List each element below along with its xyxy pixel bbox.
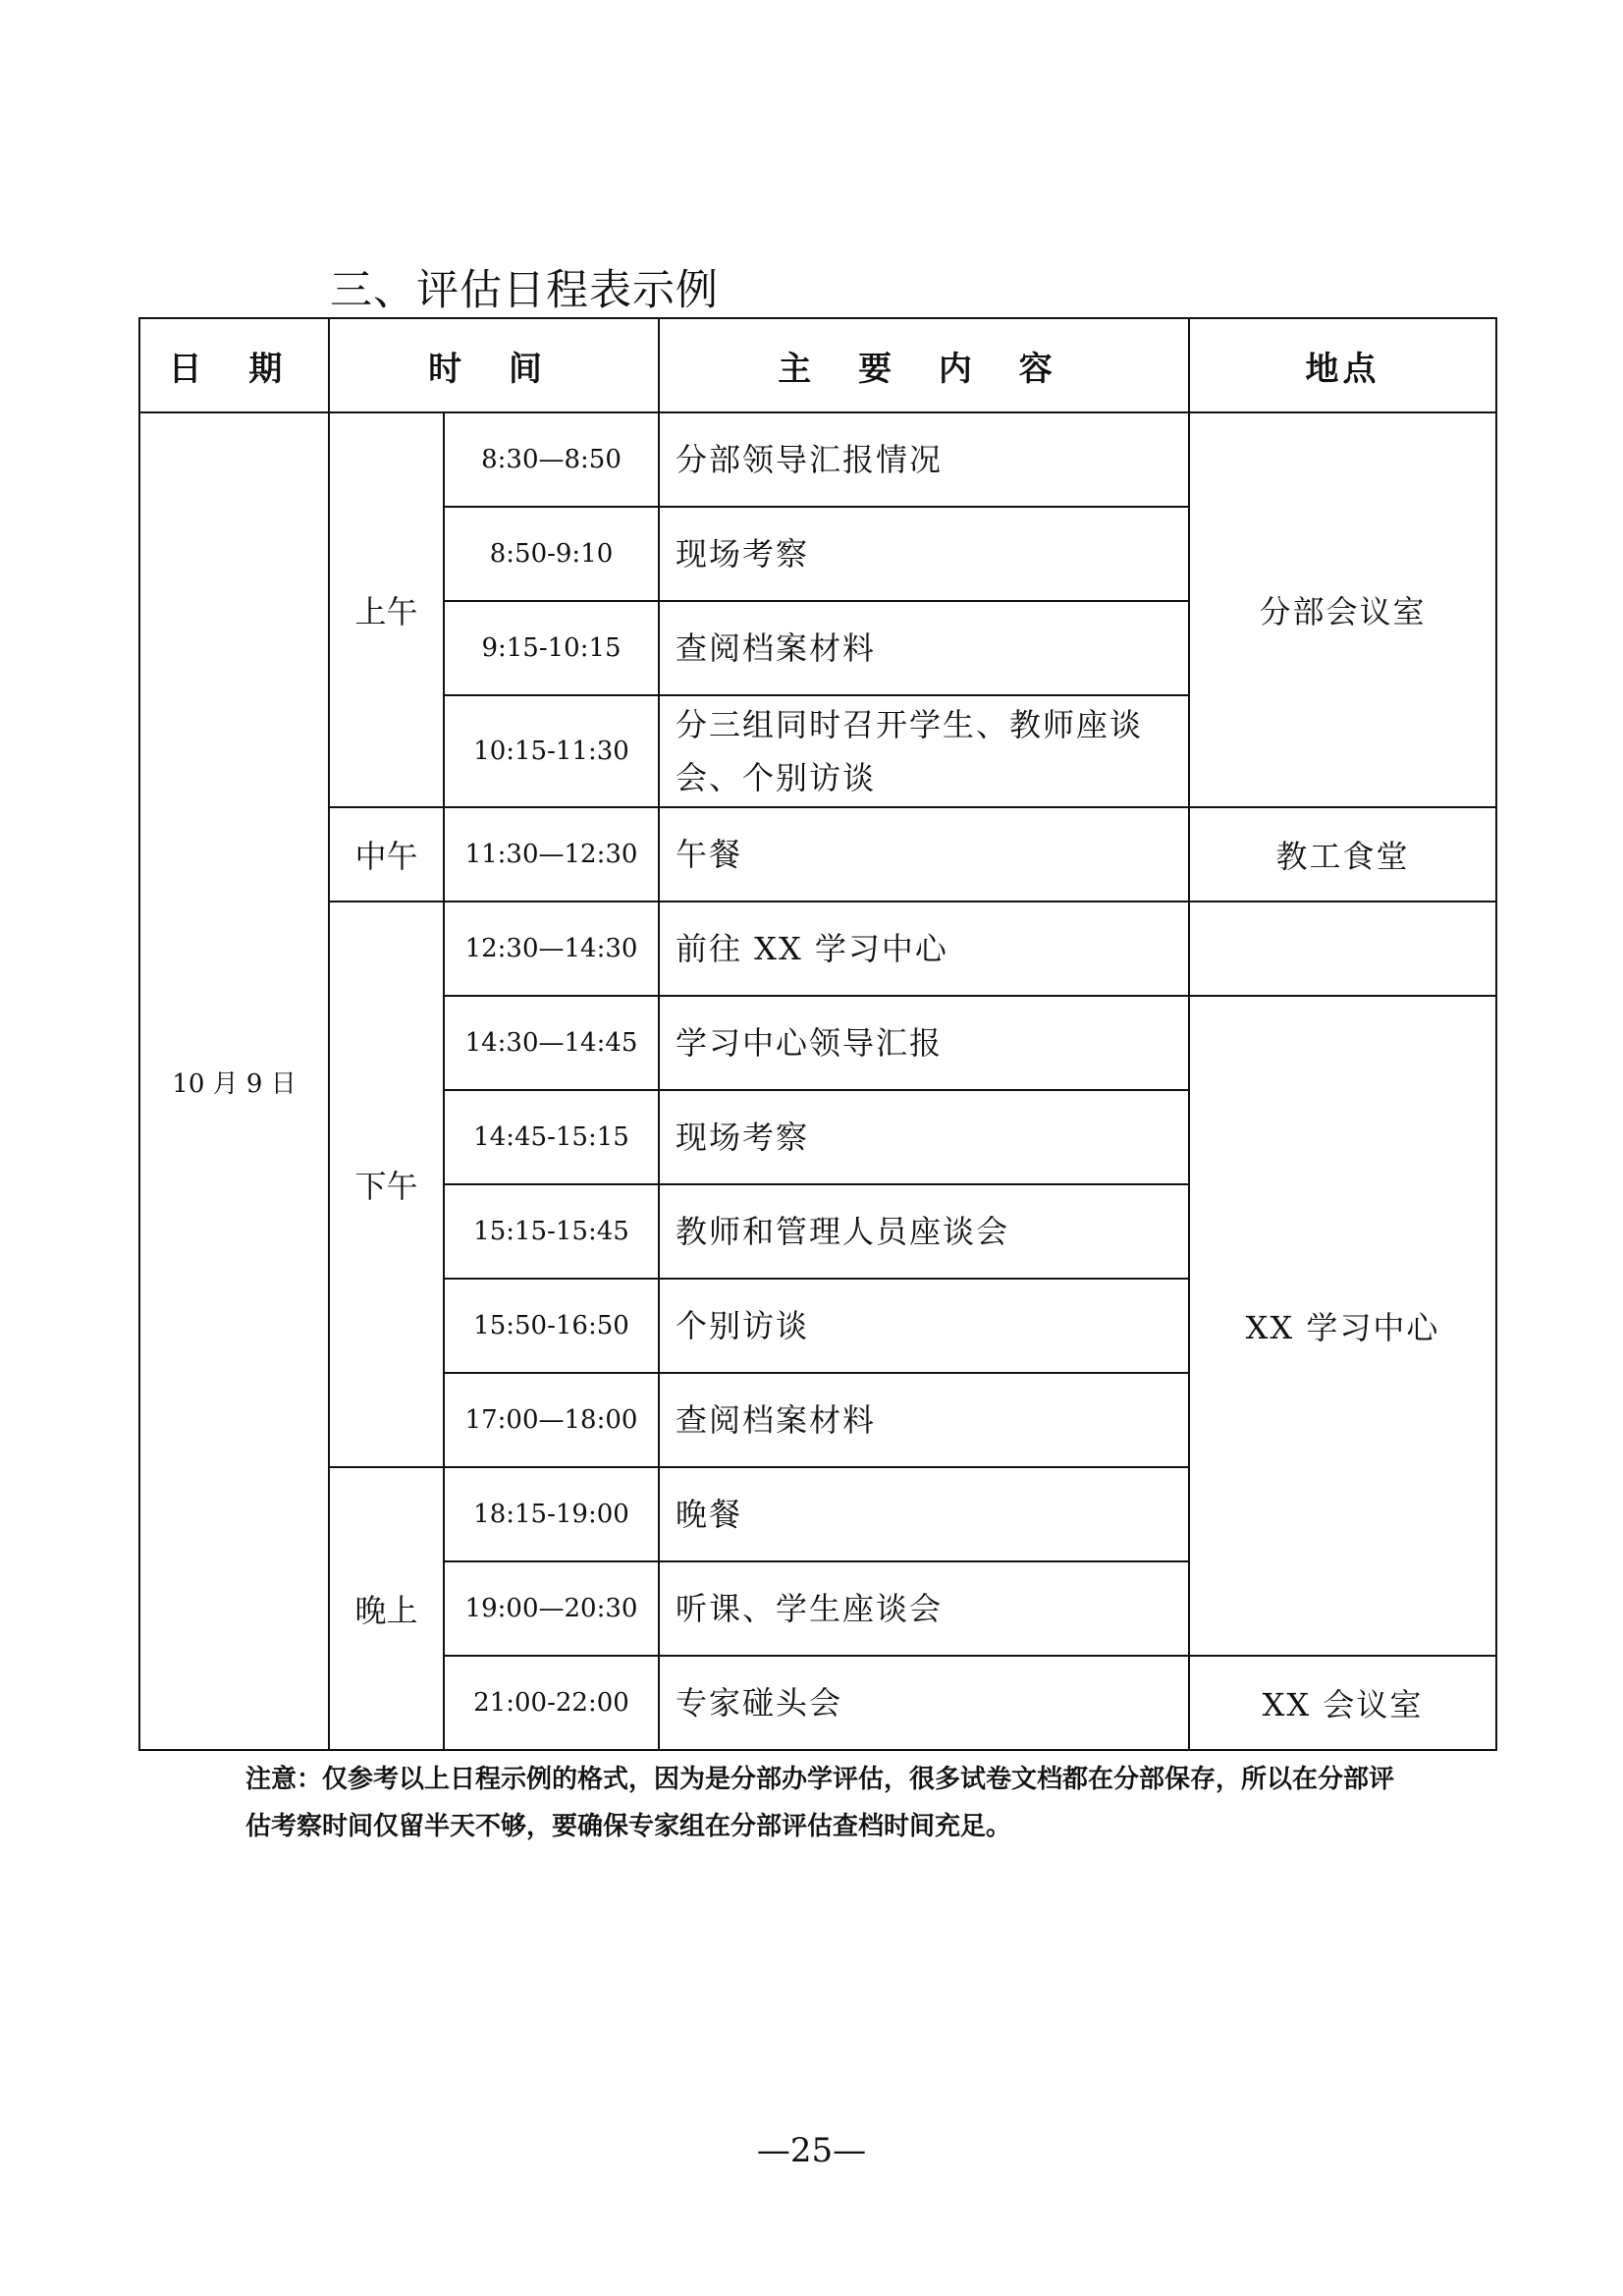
period-morning: 上午 bbox=[329, 412, 444, 807]
note-text: 注意：仅参考以上日程示例的格式，因为是分部办学评估，很多试卷文档都在分部保存，所以在分部评估考察时间仅留半天不够，要确保专家组在分部评估查档时间充足。 bbox=[245, 1765, 1395, 1841]
content-cell: 教师和管理人员座谈会 bbox=[659, 1184, 1189, 1279]
time-cell: 21:00-22:00 bbox=[444, 1656, 659, 1750]
table-row bbox=[139, 807, 1496, 902]
table-header-row bbox=[139, 318, 1496, 412]
time-cell: 18:15-19:00 bbox=[444, 1467, 659, 1561]
content-cell: 分部领导汇报情况 bbox=[659, 412, 1189, 507]
time-cell: 17:00—18:00 bbox=[444, 1373, 659, 1467]
table-row bbox=[139, 412, 1496, 507]
content-cell: 现场考察 bbox=[659, 1090, 1189, 1184]
time-cell: 8:50-9:10 bbox=[444, 507, 659, 601]
header-content: 主 要 内 容 bbox=[659, 318, 1189, 412]
content-cell: 查阅档案材料 bbox=[659, 601, 1189, 695]
content-cell: 午餐 bbox=[659, 807, 1189, 902]
content-cell: 现场考察 bbox=[659, 507, 1189, 601]
content-cell: 前往 XX 学习中心 bbox=[659, 902, 1189, 996]
period-evening: 晚上 bbox=[329, 1467, 444, 1750]
content-cell: 学习中心领导汇报 bbox=[659, 996, 1189, 1090]
time-cell: 15:15-15:45 bbox=[444, 1184, 659, 1279]
content-cell: 个别访谈 bbox=[659, 1279, 1189, 1373]
time-cell: 9:15-10:15 bbox=[444, 601, 659, 695]
content-cell: 听课、学生座谈会 bbox=[659, 1561, 1189, 1656]
header-time: 时 间 bbox=[329, 318, 659, 412]
header-date: 日 期 bbox=[139, 318, 329, 412]
content-cell: 专家碰头会 bbox=[659, 1656, 1189, 1750]
time-cell: 14:45-15:15 bbox=[444, 1090, 659, 1184]
place-learning-center: XX 学习中心 bbox=[1189, 996, 1496, 1656]
table-row bbox=[139, 902, 1496, 996]
time-cell: 10:15-11:30 bbox=[444, 695, 659, 807]
place-branch-meeting-room: 分部会议室 bbox=[1189, 412, 1496, 807]
time-cell: 15:50-16:50 bbox=[444, 1279, 659, 1373]
place-canteen: 教工食堂 bbox=[1189, 807, 1496, 902]
content-cell: 查阅档案材料 bbox=[659, 1373, 1189, 1467]
period-noon: 中午 bbox=[329, 807, 444, 902]
time-cell: 12:30—14:30 bbox=[444, 902, 659, 996]
page-number: —25— bbox=[756, 2131, 867, 2170]
header-place: 地点 bbox=[1189, 318, 1496, 412]
schedule-table bbox=[138, 317, 1497, 1751]
place-blank bbox=[1189, 902, 1496, 996]
period-afternoon: 下午 bbox=[329, 902, 444, 1467]
date-cell: 10 月 9 日 bbox=[139, 412, 329, 1750]
time-cell: 11:30—12:30 bbox=[444, 807, 659, 902]
place-xx-meeting-room: XX 会议室 bbox=[1189, 1656, 1496, 1750]
time-cell: 8:30—8:50 bbox=[444, 412, 659, 507]
content-cell: 分三组同时召开学生、教师座谈会、个别访谈 bbox=[659, 695, 1189, 807]
content-cell: 晚餐 bbox=[659, 1467, 1189, 1561]
section-title: 三、评估日程表示例 bbox=[330, 266, 719, 315]
time-cell: 14:30—14:45 bbox=[444, 996, 659, 1090]
time-cell: 19:00—20:30 bbox=[444, 1561, 659, 1656]
